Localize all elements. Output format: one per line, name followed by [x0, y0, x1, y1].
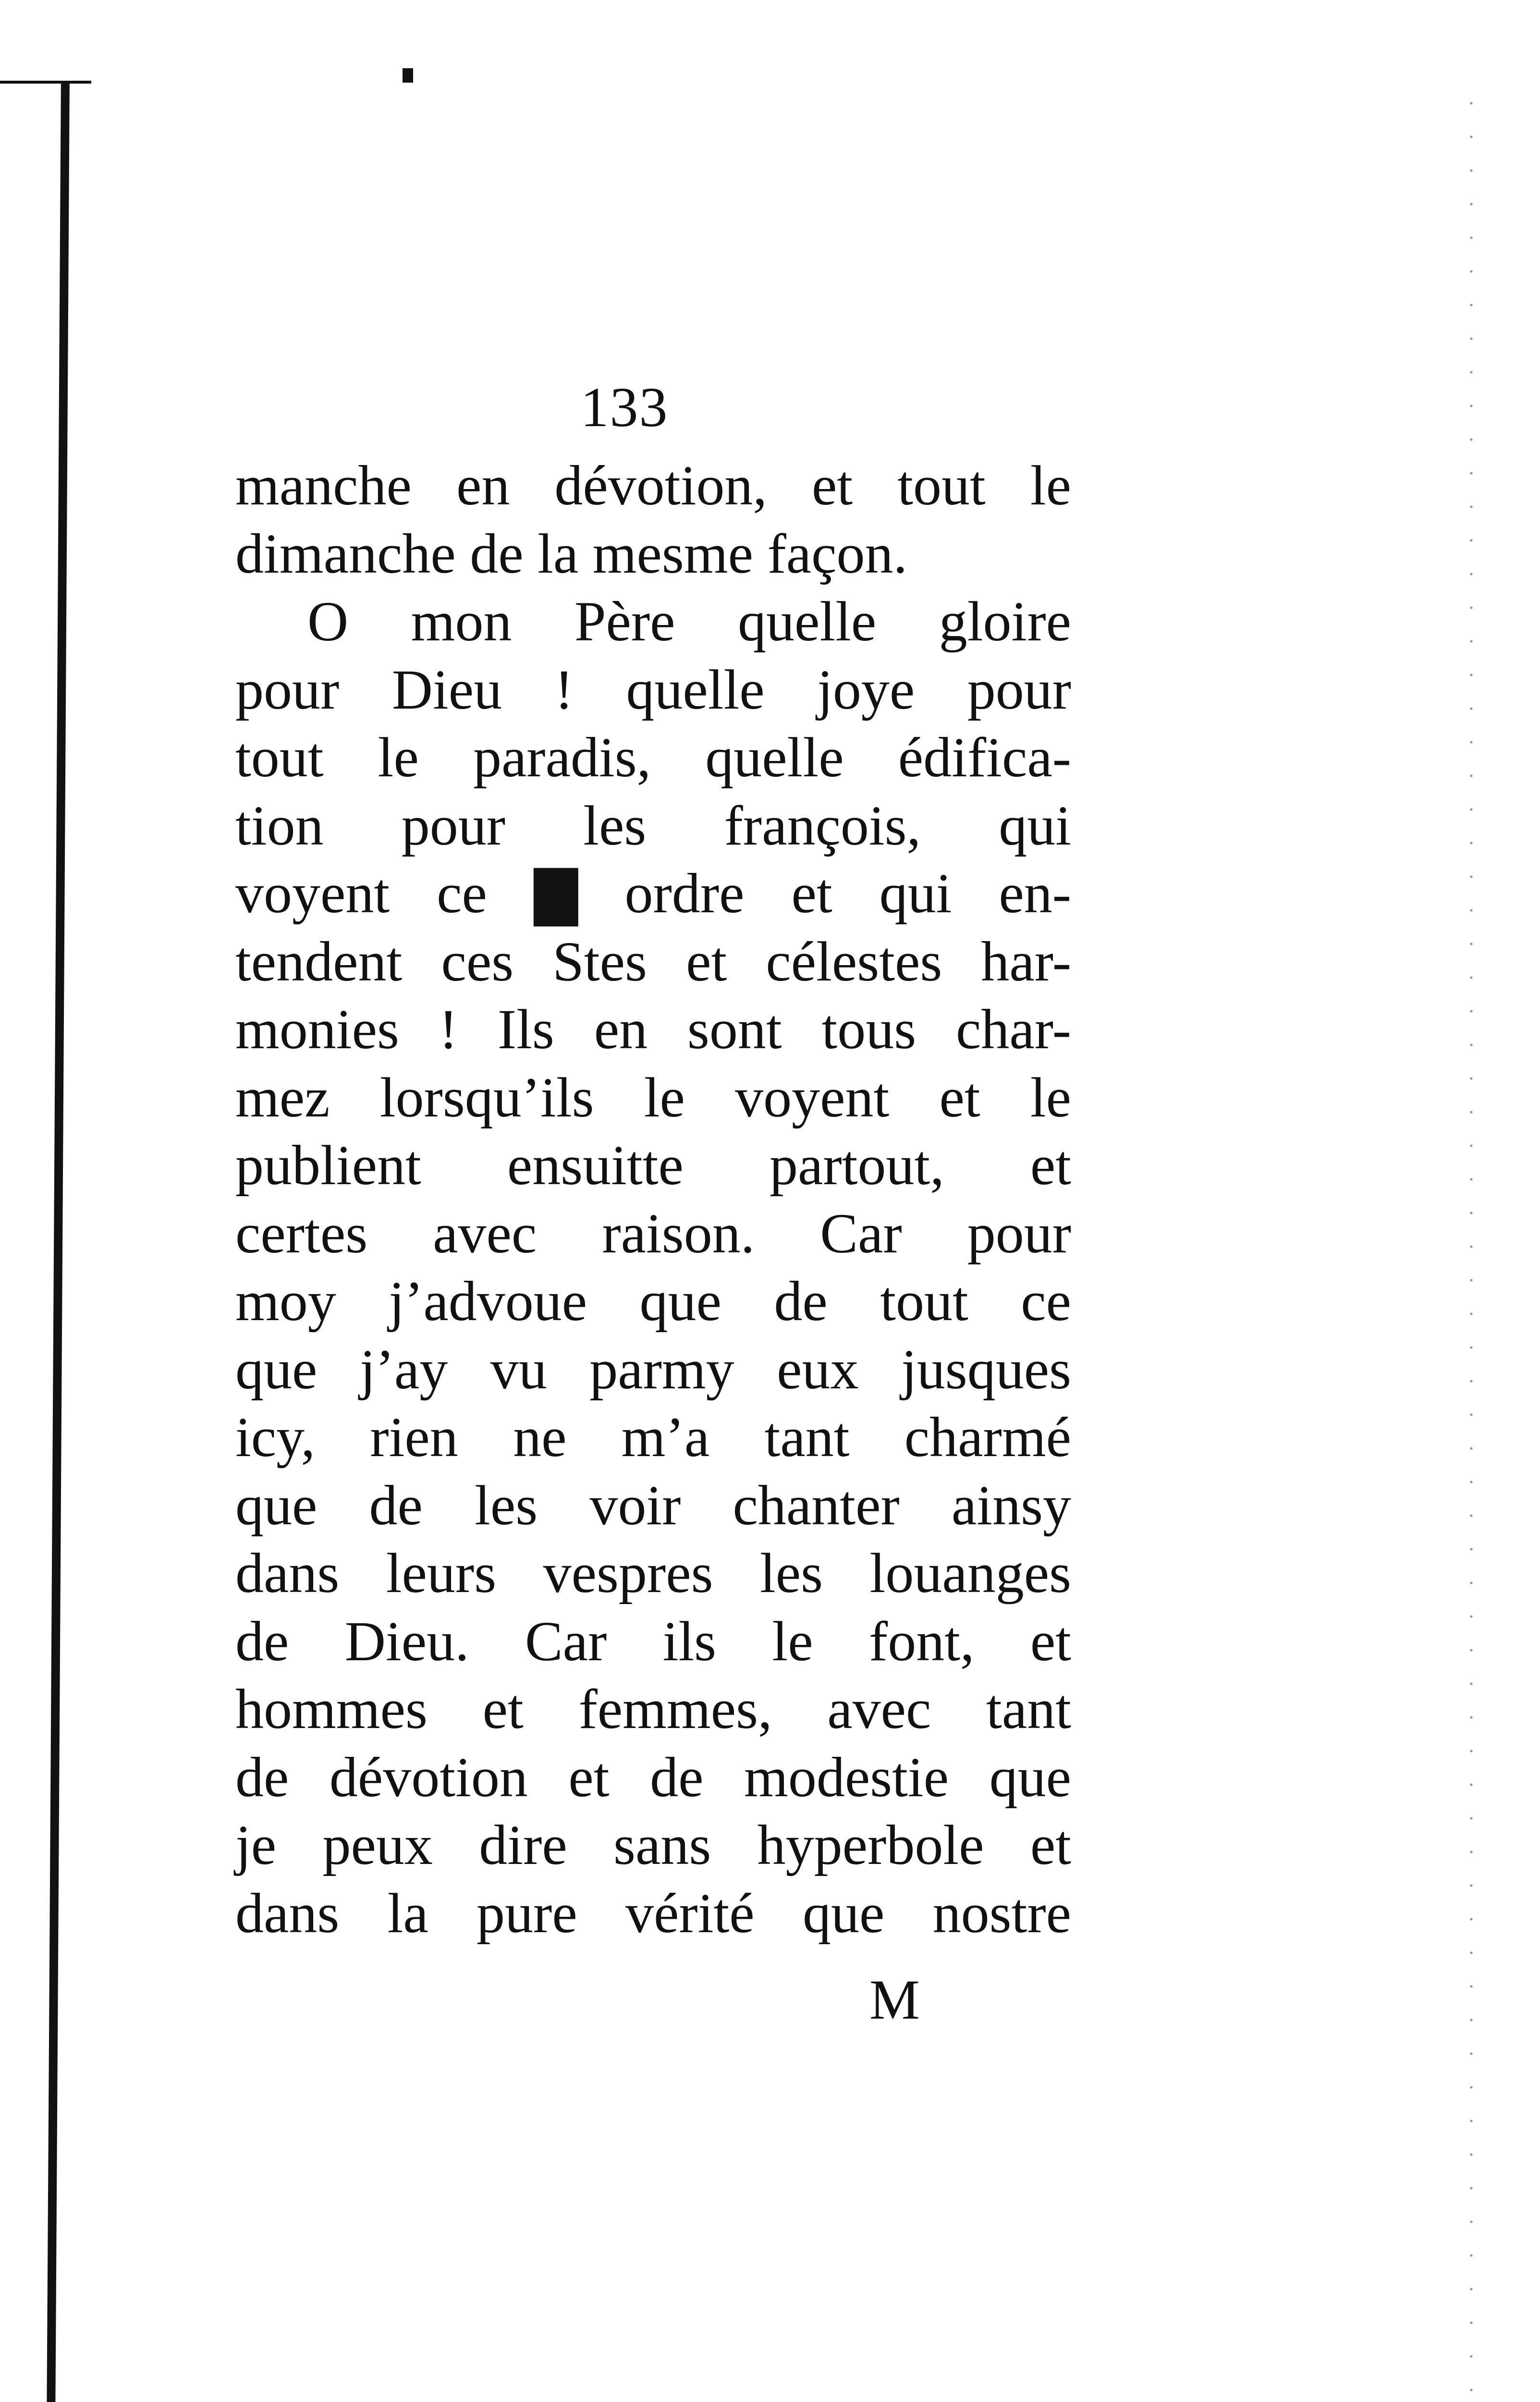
text-line: manche en dévotion, et tout le [235, 454, 1071, 517]
text-line: que de les voir chanter ainsy [235, 1473, 1071, 1537]
text-line: de dévotion et de modestie que [235, 1745, 1071, 1809]
scan-speck [403, 68, 413, 83]
text-line: tion pour les françois, qui [235, 794, 1071, 857]
text-line: monies ! Ils en sont tous char- [235, 998, 1071, 1061]
text-line: tendent ces Stes et célestes har- [235, 930, 1071, 993]
text-line: tout le paradis, quelle édifica- [235, 726, 1071, 789]
text-line: de Dieu. Car ils le font, et [235, 1609, 1071, 1673]
text-line: icy, rien ne m’a tant charmé [235, 1406, 1071, 1469]
text-line: publient ensuitte partout, et [235, 1134, 1071, 1197]
text-line: hommes et femmes, avec tant [235, 1678, 1071, 1740]
text-line: dans la pure vérité que nostre [235, 1881, 1071, 1945]
text-line: voyent ce ▇ ordre et qui en- [235, 862, 1071, 925]
signature-mark: M [869, 1968, 920, 2031]
scan-noise-right [1467, 86, 1475, 2402]
page-number: 133 [580, 376, 669, 439]
text-line: mez lorsqu’ils le voyent et le [235, 1066, 1071, 1129]
text-line: dans leurs vespres les louanges [235, 1542, 1071, 1605]
text-line: certes avec raison. Car pour [235, 1201, 1071, 1265]
text-line: O mon Père quelle gloire [307, 590, 1071, 653]
body-text [235, 452, 1071, 1947]
text-line: moy j’advoue que de tout ce [235, 1270, 1071, 1333]
text-line: pour Dieu ! quelle joye pour [235, 658, 1071, 721]
binding-edge [47, 82, 70, 2402]
text-line: dimanche de la mesme façon. [235, 522, 908, 585]
text-line: je peux dire sans hyperbole et [235, 1814, 1071, 1876]
binding-edge-top [0, 81, 91, 84]
text-line: que j’ay vu parmy eux jusques [235, 1337, 1071, 1401]
